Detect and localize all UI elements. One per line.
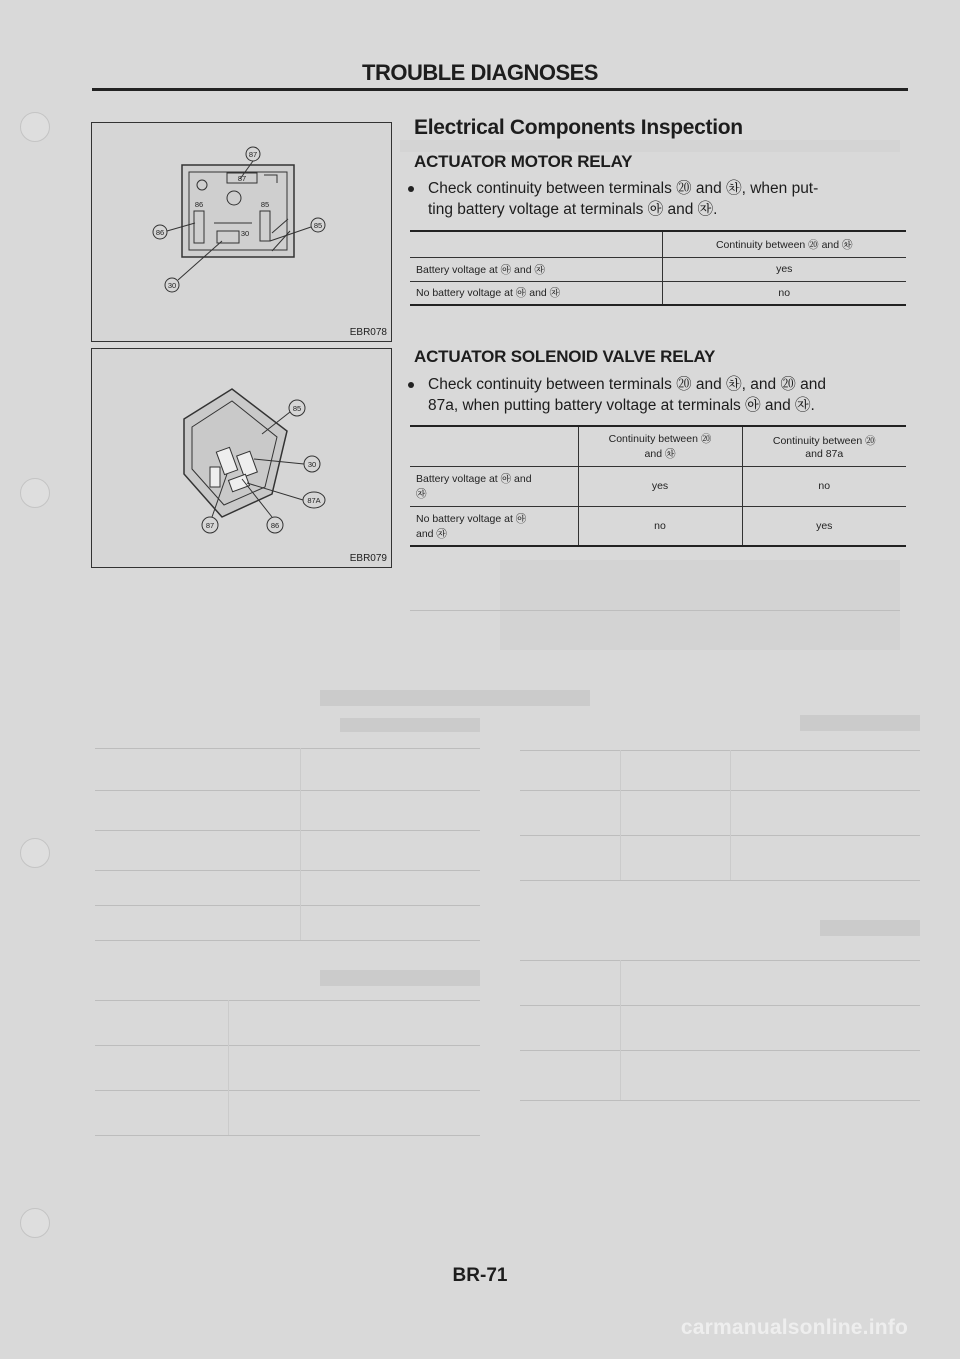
section-title: Electrical Components Inspection [414,116,743,139]
result-cell: no [578,506,742,546]
solenoid-relay-diagram [92,349,391,567]
figure-code: EBR079 [349,553,387,564]
body-label-86: 86 [194,200,204,209]
header-line: and 87a [805,447,844,460]
watermark-text: carmanualsonline.info [680,1316,908,1339]
bullet-dot [408,186,414,192]
table-row [410,466,906,506]
bullet-dot [408,382,414,388]
column-header [742,426,906,466]
result-cell: no [662,281,906,305]
solenoid-relay-instruction [408,374,826,416]
terminal-30-label: 30 [167,281,177,290]
result-cell: yes [662,257,906,281]
body-label-87: 87 [237,174,247,183]
condition-line: ㉶ [416,488,427,500]
instruction-line: 87a, when putting battery voltage at terminals ㉵ and ㉶. [428,397,815,414]
result-cell: yes [742,506,906,546]
terminal-86-label: 86 [270,521,280,530]
header-line: Continuity between ⑳ [772,434,876,447]
condition-line: No battery voltage at ㉵ [416,512,527,525]
figure-solenoid-relay [91,348,392,568]
terminal-30-label: 30 [307,460,317,469]
terminal-87a-label: 87A [307,496,321,505]
terminal-87-label: 87 [248,150,258,159]
body-label-30: 30 [240,229,250,238]
body-label-85: 85 [260,200,270,209]
table-row [410,506,906,546]
condition-line: and ㉶ [416,527,447,540]
terminal-85-label: 85 [313,221,323,230]
result-cell: yes [578,466,742,506]
result-cell: no [742,466,906,506]
solenoid-relay-table [410,425,906,547]
page-number: BR-71 [452,1265,508,1286]
header-rule [92,88,908,91]
condition-line: Battery voltage at ㉵ and [416,473,532,485]
condition-cell [410,506,578,546]
table-corner [410,426,578,466]
punch-hole [20,838,50,868]
table-corner [410,231,662,257]
figure-motor-relay [91,122,392,342]
column-header [578,426,742,466]
header-title: TROUBLE DIAGNOSES [362,60,598,85]
table-row [410,281,906,305]
motor-relay-table [410,230,906,306]
instruction-line: Check continuity between terminals ⑳ and ㉷, and ⑳ and [428,376,827,393]
motor-relay-diagram [92,123,391,341]
header-line: and ㉷ [644,448,676,461]
motor-relay-heading: ACTUATOR MOTOR RELAY [414,152,633,171]
punch-hole [20,112,50,142]
punch-hole [20,478,50,508]
table-row [410,257,906,281]
instruction-line: Check continuity between terminals ⑳ and ㉷, when put- [428,180,819,197]
figure-code: EBR078 [349,327,387,338]
column-header: Continuity between ⑳ and ㉷ [662,231,906,257]
condition-cell: Battery voltage at ㉵ and ㉶ [410,257,662,281]
instruction-line: ting battery voltage at terminals ㉵ and ㉶. [428,201,718,218]
terminal-86-label: 86 [155,228,165,237]
punch-hole [20,1208,50,1238]
condition-cell: No battery voltage at ㉵ and ㉶ [410,281,662,305]
header-line: Continuity between ⑳ [608,433,712,446]
motor-relay-instruction [408,178,818,220]
solenoid-relay-heading: ACTUATOR SOLENOID VALVE RELAY [414,347,716,366]
condition-cell [410,466,578,506]
terminal-85-label: 85 [292,404,302,413]
terminal-87-label: 87 [205,521,215,530]
